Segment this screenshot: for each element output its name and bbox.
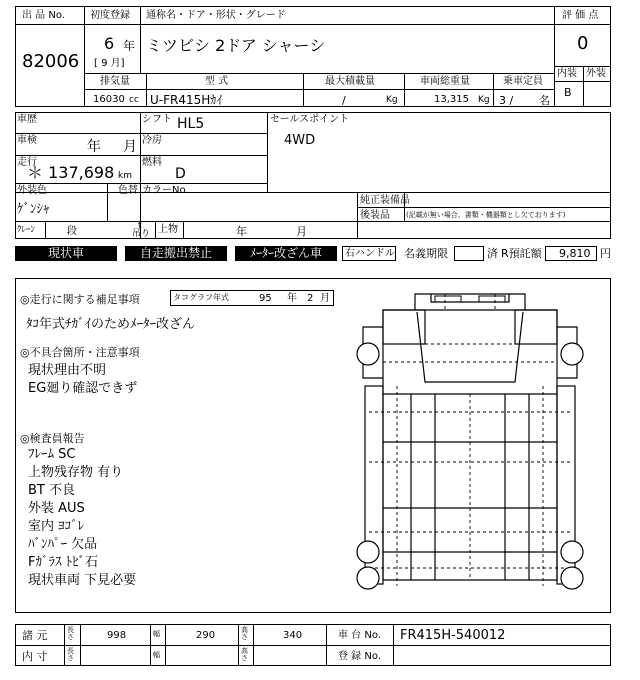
inspector-item: 室内 ﾖｺﾞﾚ [28, 519, 85, 534]
tacho-label: タコグラフ年式 [173, 293, 229, 302]
title-expiry-box [454, 246, 484, 261]
displacement: 16030 [93, 94, 125, 105]
displacement-unit: cc [129, 95, 139, 105]
reg-year-unit: 年 [123, 39, 136, 53]
recycle-deposit: 9,810 [559, 247, 591, 260]
interior-label: 内装 [557, 68, 577, 79]
crane-ton: t [138, 221, 142, 231]
model: U-FR415Hｶｲ [150, 93, 223, 107]
model-label: 型 式 [205, 76, 229, 87]
inspection-year: 年 [87, 139, 101, 155]
tacho-year: 95 [259, 293, 272, 304]
inspector-item: BT 不良 [28, 483, 75, 498]
color-change-label: 色替 [118, 185, 138, 196]
max-load-unit: Kg [386, 95, 398, 105]
inspection-month: 月 [123, 139, 137, 155]
gross-weight-label: 車両総重量 [420, 76, 470, 87]
recycle-label: 済 [487, 247, 498, 260]
inspector-item: 外装 AUS [28, 501, 85, 516]
exterior-label: 外装 [586, 68, 606, 79]
inspection-label: 車検 [17, 135, 37, 146]
fuel: D [175, 166, 186, 182]
shift-label: シフト [142, 114, 172, 125]
vehicle-name: ミツビシ 2ドア シャーシ [146, 36, 326, 55]
reg-month: [ 9 月] [94, 58, 125, 69]
truck-diagram [345, 282, 595, 604]
meter-tamper-badge: ﾒｰﾀｰ改ざん車 [235, 246, 337, 261]
in-height-label: 高さ [241, 647, 248, 662]
lot-number: 82006 [22, 51, 80, 72]
reg-year: 6 [104, 34, 115, 53]
score-label: 評 価 点 [562, 10, 599, 21]
color-no-label: カラーNo. [142, 185, 189, 196]
mileage-label: 走行 [17, 157, 37, 168]
upper-label: 上物 [158, 224, 178, 235]
sales-point-label: セールスポイント [270, 114, 350, 125]
max-load-label: 最大積載量 [325, 76, 375, 87]
interior-grade: B [564, 86, 572, 99]
crane-lift: 吊り [132, 229, 151, 239]
capacity-unit: 名 [539, 94, 550, 107]
chassis-number: FR415H-540012 [400, 628, 506, 643]
sales-point: 4WD [284, 133, 316, 148]
in-length-label: 長さ [67, 647, 74, 662]
length: 998 [107, 630, 127, 641]
name-label: 通称名・ドア・形状・グレード [146, 10, 286, 21]
fuel-label: 燃料 [142, 157, 162, 168]
inspector-item: Fｶﾞﾗｽ ﾄﾋﾞ石 [28, 555, 99, 570]
crane-stage: 段 [67, 226, 77, 237]
lot-label: 出 品 No. [22, 10, 65, 21]
retrofit-label: 後装品 [360, 210, 390, 221]
recycle-deposit-label: R預託額 [501, 247, 542, 260]
genuine-label: 純正装備品 [360, 195, 410, 206]
aircon-label: 冷房 [142, 135, 162, 146]
interior-dims-label: 内 寸 [22, 650, 48, 663]
length-label: 長さ [67, 626, 74, 641]
width-label: 幅 [153, 630, 160, 638]
chassis-label: 車 台 No. [338, 630, 381, 641]
dims-label: 諸 元 [22, 629, 48, 642]
inspector-item: ﾌﾚｰﾑ SC [28, 447, 76, 462]
width: 290 [196, 630, 216, 641]
registration-label: 登 録 No. [338, 651, 381, 662]
height: 340 [283, 630, 303, 641]
color-label: 外装色 [17, 185, 47, 196]
max-load: / [342, 94, 346, 107]
upper-month: 月 [296, 225, 307, 238]
defect-2: EG廻り確認できず [28, 381, 138, 396]
upper-year: 年 [236, 225, 247, 238]
gross-weight: 13,315 [434, 94, 469, 105]
mileage-unit: km [118, 171, 132, 181]
defects-heading: ◎不具合箇所・注意事項 [20, 346, 140, 359]
mileage: ＊ 137,698 [27, 163, 115, 182]
tacho-month-unit: 月 [320, 293, 330, 304]
inspector-item: 上物残存物 有り [28, 465, 124, 480]
as-is-badge: 現状車 [15, 246, 117, 261]
crane-label: ｸﾚｰﾝ [17, 225, 36, 235]
shift: HL5 [177, 116, 205, 132]
retrofit-note: (記載が無い場合、書類・機器類とし欠ております) [406, 211, 566, 219]
score: 0 [577, 33, 589, 54]
mileage-note: ﾀｺ年式ﾁｶﾞｲのためﾒｰﾀｰ改ざん [26, 317, 196, 332]
in-width-label: 幅 [153, 651, 160, 659]
inspector-heading: ◎検査員報告 [20, 432, 85, 445]
title-expiry-label: 名義期限 [404, 247, 448, 260]
tacho-year-unit: 年 [287, 293, 297, 304]
reg-label: 初度登録 [90, 10, 130, 21]
height-label: 高さ [241, 626, 248, 641]
capacity: 3 / [499, 94, 514, 107]
recycle-unit: 円 [600, 247, 611, 260]
capacity-label: 乗車定員 [503, 76, 543, 87]
inspector-item: 現状車両 下見必要 [28, 573, 137, 588]
displacement-label: 排気量 [100, 76, 130, 87]
right-hand: 右ハンドル [345, 248, 395, 259]
color: ｹﾞﾝｼｬ [17, 202, 50, 217]
header-frame [15, 6, 611, 107]
history-label: 車歴 [17, 114, 37, 125]
mileage-note-heading: ◎走行に関する補足事項 [20, 293, 140, 306]
gross-weight-unit: Kg [478, 95, 490, 105]
self-drive-ban-badge: 自走搬出禁止 [125, 246, 227, 261]
inspector-item: ﾊﾞﾝﾊﾟｰ 欠品 [28, 537, 98, 552]
defect-1: 現状理由不明 [28, 363, 107, 378]
tacho-month: 2 [307, 293, 314, 304]
